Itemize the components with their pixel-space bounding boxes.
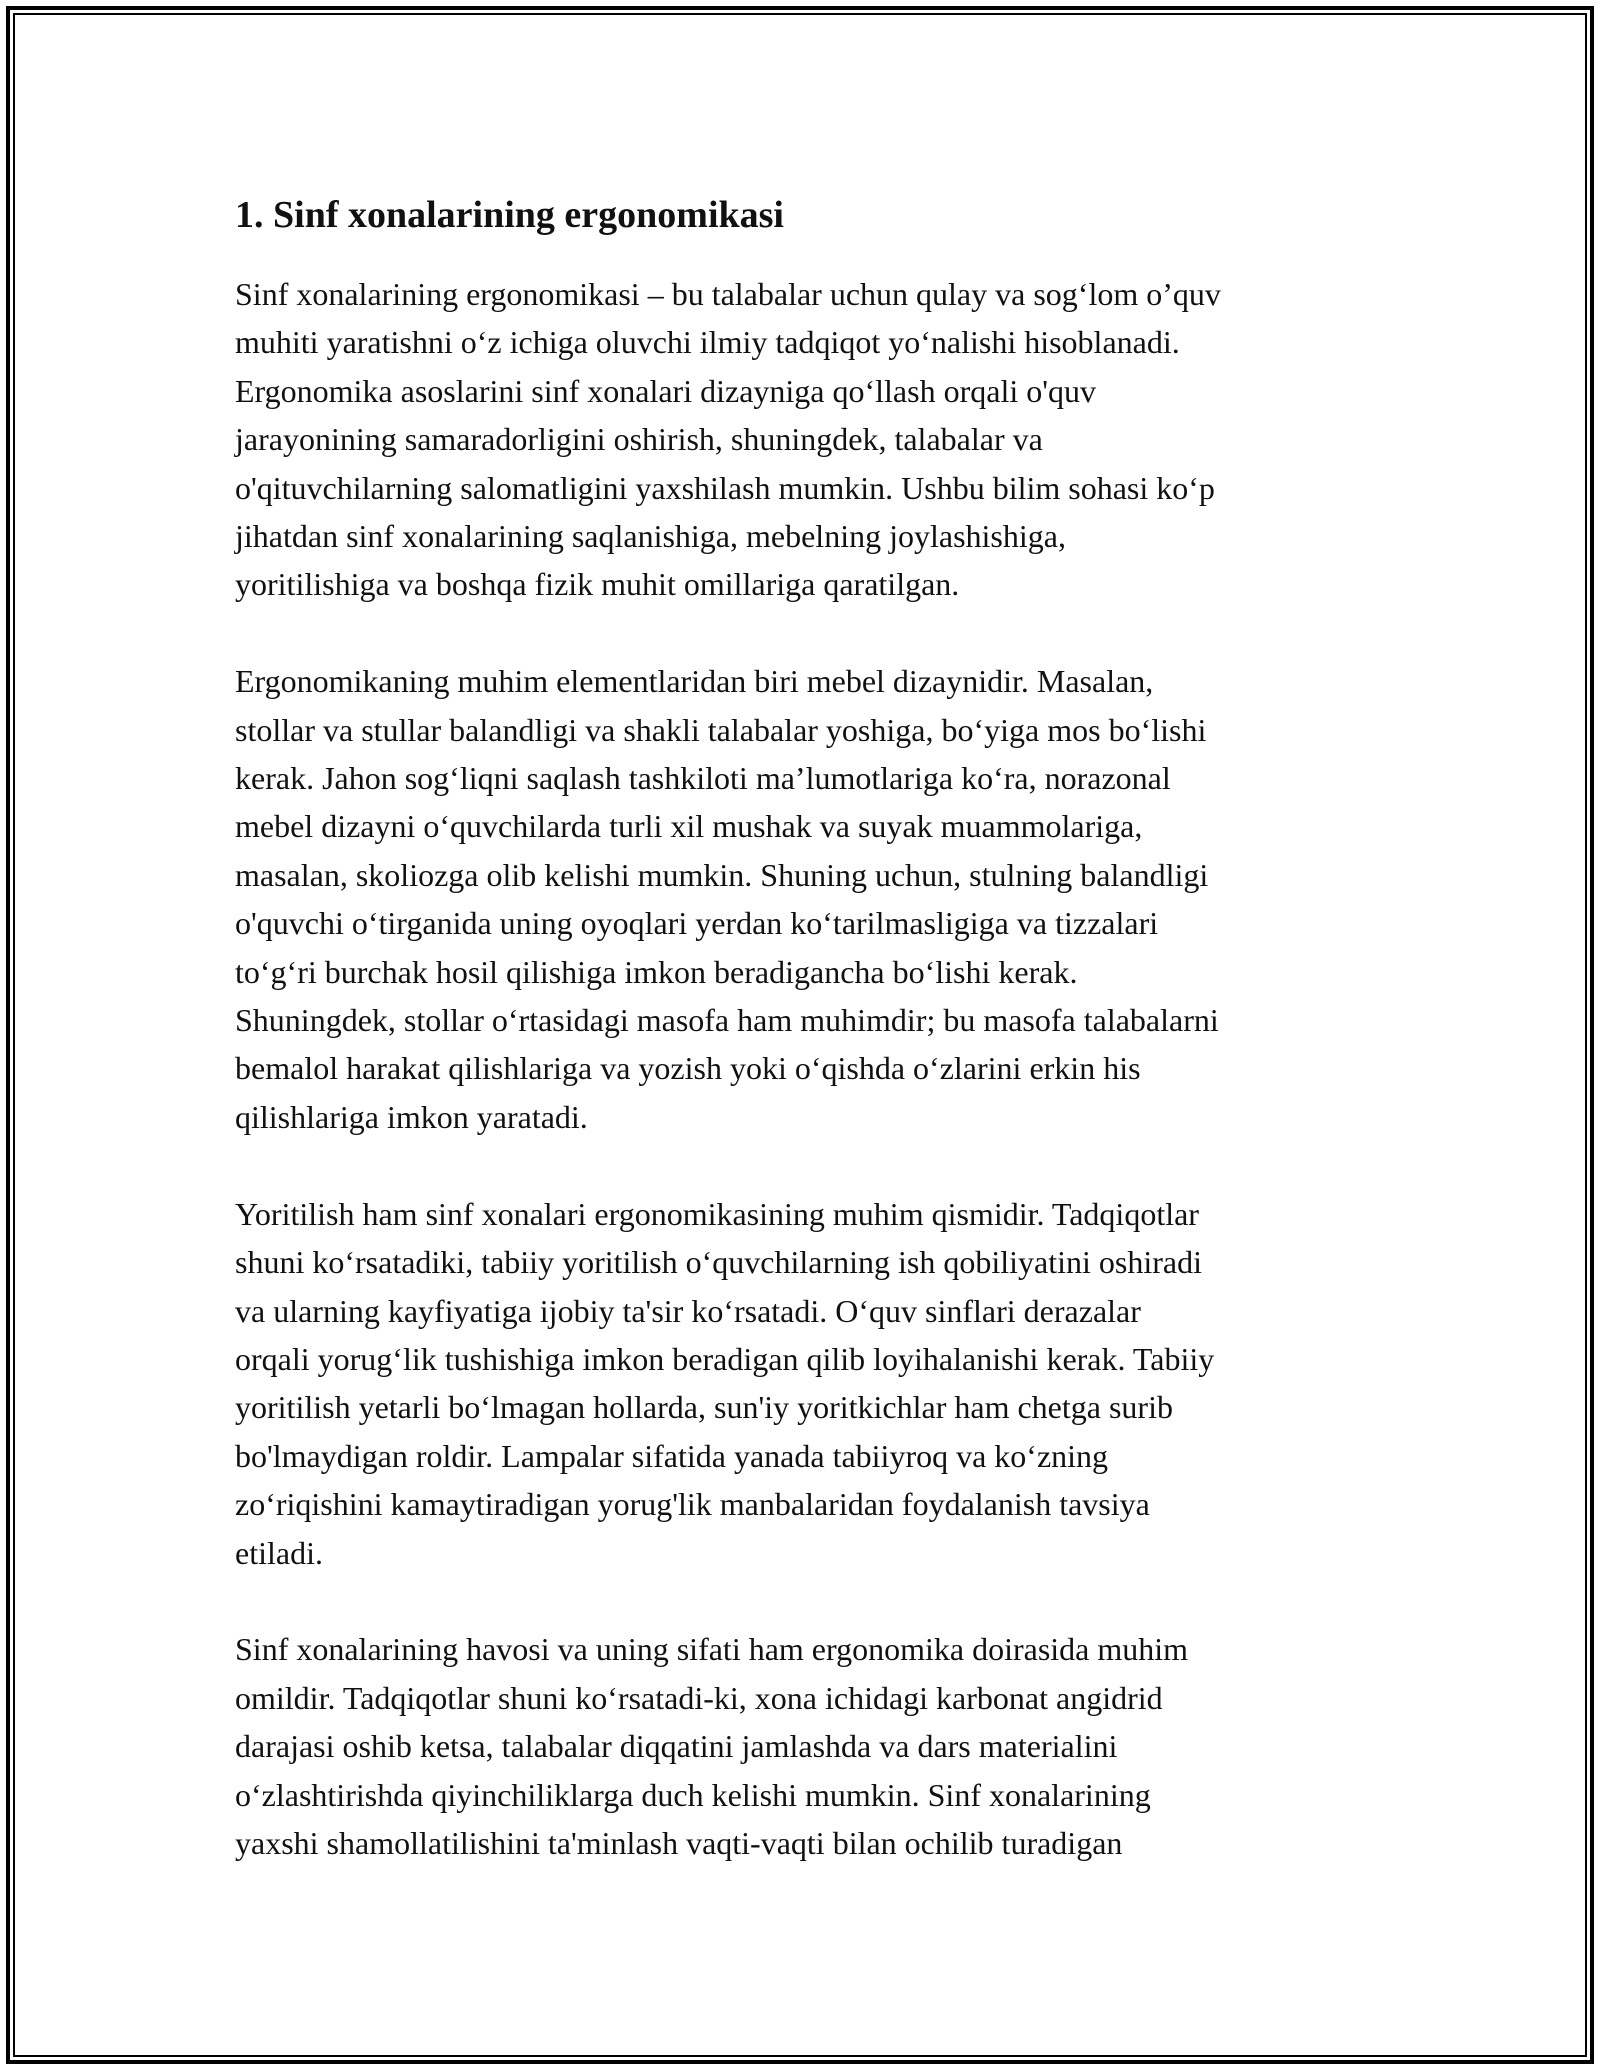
text-line: jarayonining samaradorligini oshirish, shuningdek, talabalar va: [235, 421, 1043, 458]
paragraph: [235, 657, 1375, 1141]
text-line: bo'lmaydigan roldir. Lampalar sifatida yanada tabiiyroq va ko‘zning: [235, 1437, 1109, 1474]
paragraph: [235, 270, 1375, 609]
text-line: stollar va stullar balandligi va shakli talabalar yoshiga, bo‘yiga mos bo‘lishi: [235, 711, 1207, 748]
text-line: va ularning kayfiyatiga ijobiy ta'sir ko‘rsatadi. O‘quv sinflari derazalar: [235, 1292, 1141, 1329]
text-line: yoritilishiga va boshqa fizik muhit omillariga qaratilgan.: [235, 566, 960, 603]
text-line: bemalol harakat qilishlariga va yozish yoki o‘qishda o‘zlarini erkin his: [235, 1050, 1141, 1087]
text-line: o'quvchi o‘tirganida uning oyoqlari yerdan ko‘tarilmasligiga va tizzalari: [235, 905, 1159, 942]
text-line: jihatdan sinf xonalarining saqlanishiga, mebelning joylashishiga,: [235, 518, 1066, 555]
section-heading: 1. Sinf xonalarining ergonomikasi: [235, 194, 784, 236]
paragraph: [235, 1625, 1375, 1867]
text-line: shuni ko‘rsatadiki, tabiiy yoritilish o‘quvchilarning ish qobiliyatini oshiradi: [235, 1244, 1202, 1281]
text-line: darajasi oshib ketsa, talabalar diqqatini jamlashda va dars materialini: [235, 1728, 1118, 1765]
text-line: orqali yorug‘lik tushishiga imkon beradigan qilib loyihalanishi kerak. Tabiiy: [235, 1340, 1215, 1377]
text-line: mebel dizayni o‘quvchilarda turli xil mushak va suyak muammolariga,: [235, 808, 1143, 845]
text-line: Shuningdek, stollar o‘rtasidagi masofa ham muhimdir; bu masofa talabalarni: [235, 1002, 1219, 1039]
text-line: Ergonomika asoslarini sinf xonalari dizayniga qo‘llash orqali o'quv: [235, 372, 1096, 409]
text-line: muhiti yaratishni o‘z ichiga oluvchi ilmiy tadqiqot yo‘nalishi hisoblanadi.: [235, 324, 1180, 361]
text-line: kerak. Jahon sog‘liqni saqlash tashkiloti ma’lumotlariga ko‘ra, norazonal: [235, 760, 1171, 797]
text-line: Sinf xonalarining ergonomikasi – bu talabalar uchun qulay va sog‘lom o’quv: [235, 276, 1221, 312]
text-line: Ergonomikaning muhim elementlaridan biri mebel dizaynidir. Masalan,: [235, 663, 1154, 700]
text-line: yaxshi shamollatilishini ta'minlash vaqti-vaqti bilan ochilib turadigan: [235, 1824, 1123, 1861]
text-line: yoritilish yetarli bo‘lmagan hollarda, sun'iy yoritkichlar ham chetga surib: [235, 1389, 1173, 1426]
text-line: etiladi.: [235, 1534, 323, 1571]
paragraph: [235, 1190, 1375, 1577]
text-line: Yoritilish ham sinf xonalari ergonomikasining muhim qismidir. Tadqiqotlar: [235, 1195, 1199, 1232]
text-line: o'qituvchilarning salomatligini yaxshilash mumkin. Ushbu bilim sohasi ko‘p: [235, 469, 1215, 506]
text-line: omildir. Tadqiqotlar shuni ko‘rsatadi-ki, xona ichidagi karbonat angidrid: [235, 1679, 1163, 1716]
text-line: qilishlariga imkon yaratadi.: [235, 1098, 588, 1135]
text-line: masalan, skoliozga olib kelishi mumkin. Shuning uchun, stulning balandligi: [235, 856, 1209, 893]
document-body: [235, 188, 1375, 1916]
text-line: o‘zlashtirishda qiyinchiliklarga duch kelishi mumkin. Sinf xonalarining: [235, 1776, 1151, 1813]
text-line: to‘g‘ri burchak hosil qilishiga imkon beradigancha bo‘lishi kerak.: [235, 953, 1078, 990]
text-line: Sinf xonalarining havosi va uning sifati ham ergonomika doirasida muhim: [235, 1631, 1189, 1668]
text-line: zo‘riqishini kamaytiradigan yorug'lik manbalaridan foydalanish tavsiya: [235, 1486, 1150, 1523]
